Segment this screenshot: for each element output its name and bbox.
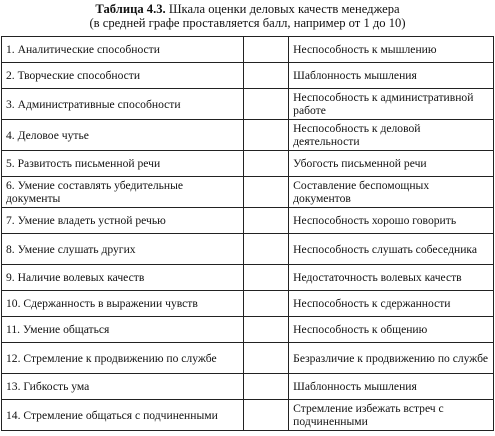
- score-cell: [243, 265, 288, 291]
- score-cell: [243, 374, 288, 400]
- table-row: [2, 317, 494, 343]
- score-cell: [243, 291, 288, 317]
- opposite-cell: Неспособность к сдержанности: [289, 291, 494, 317]
- opposite-cell: Недостаточность волевых качеств: [289, 265, 494, 291]
- table-caption: [0, 0, 495, 34]
- score-cell: [243, 208, 288, 234]
- score-cell: [243, 234, 288, 265]
- table-title: Шкала оценки деловых качеств менеджера: [168, 2, 400, 16]
- opposite-cell: Неспособность к общению: [289, 317, 494, 343]
- table-row: [2, 120, 494, 151]
- quality-cell: 1. Аналитические способности: [2, 37, 244, 63]
- table-row: [2, 400, 494, 431]
- table-subtitle: (в средней графе проставляется балл, например от 1 до 10): [89, 16, 406, 30]
- opposite-cell: Неспособность к мышлению: [289, 37, 494, 63]
- opposite-cell: Неспособность хорошо говорить: [289, 208, 494, 234]
- qualities-table: [1, 36, 494, 431]
- quality-cell: 5. Развитость письменной речи: [2, 151, 244, 177]
- quality-cell: 10. Сдержанность в выражении чувств: [2, 291, 244, 317]
- quality-cell: 2. Творческие способности: [2, 63, 244, 89]
- quality-cell: 4. Деловое чутье: [2, 120, 244, 151]
- score-cell: [243, 120, 288, 151]
- score-cell: [243, 177, 288, 208]
- score-cell: [243, 37, 288, 63]
- table-row: [2, 291, 494, 317]
- score-cell: [243, 317, 288, 343]
- score-cell: [243, 63, 288, 89]
- opposite-cell: Шаблонность мышления: [289, 63, 494, 89]
- quality-cell: 6. Умение составлять убедительные документы: [2, 177, 244, 208]
- score-cell: [243, 89, 288, 120]
- table-row: [2, 151, 494, 177]
- quality-cell: 7. Умение владеть устной речью: [2, 208, 244, 234]
- quality-cell: 12. Стремление к продвижению по службе: [2, 343, 244, 374]
- table-number: Таблица 4.3.: [95, 2, 166, 16]
- quality-cell: 3. Административные способности: [2, 89, 244, 120]
- table-row: [2, 89, 494, 120]
- opposite-cell: Безразличие к продвижению по службе: [289, 343, 494, 374]
- table-row: [2, 63, 494, 89]
- opposite-cell: Шаблонность мышления: [289, 374, 494, 400]
- quality-cell: 9. Наличие волевых качеств: [2, 265, 244, 291]
- score-cell: [243, 151, 288, 177]
- quality-cell: 11. Умение общаться: [2, 317, 244, 343]
- table-row: [2, 374, 494, 400]
- opposite-cell: Неспособность слушать собеседника: [289, 234, 494, 265]
- quality-cell: 13. Гибкость ума: [2, 374, 244, 400]
- opposite-cell: Неспособность к деловой деятельности: [289, 120, 494, 151]
- opposite-cell: Стремление избежать встреч с подчиненными: [289, 400, 494, 431]
- quality-cell: 8. Умение слушать других: [2, 234, 244, 265]
- table-row: [2, 234, 494, 265]
- caption-line-1: [0, 2, 495, 16]
- score-cell: [243, 343, 288, 374]
- opposite-cell: Составление беспомощных документов: [289, 177, 494, 208]
- table-row: [2, 37, 494, 63]
- score-cell: [243, 400, 288, 431]
- opposite-cell: Убогость письменной речи: [289, 151, 494, 177]
- table-row: [2, 343, 494, 374]
- opposite-cell: Неспособность к административной работе: [289, 89, 494, 120]
- table-row: [2, 265, 494, 291]
- quality-cell: 14. Стремление общаться с подчиненными: [2, 400, 244, 431]
- table-row: [2, 177, 494, 208]
- table-row: [2, 208, 494, 234]
